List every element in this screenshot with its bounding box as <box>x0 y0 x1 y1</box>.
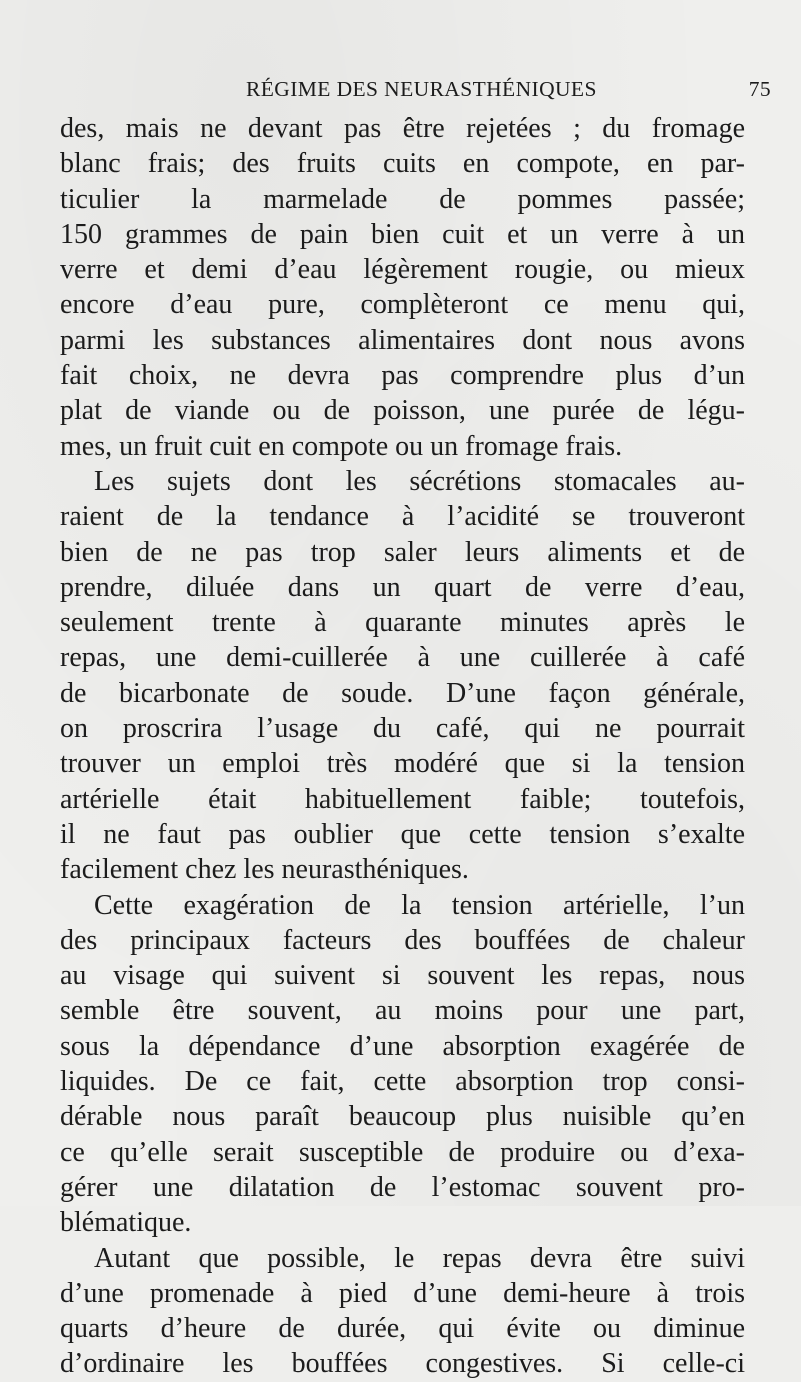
text-line: blématique. <box>60 1207 192 1239</box>
text-line: gérer une dilatation de l’estomac souvent pro- <box>60 1171 745 1203</box>
text-line: raient de la tendance à l’acidité se trouveront <box>60 501 745 533</box>
text-line: au visage qui suivent si souvent les repas, nous <box>60 960 745 992</box>
text-line: 150 grammes de pain bien cuit et un verre à un <box>60 218 745 250</box>
text-line: des, mais ne devant pas être rejetées ; du fromage <box>60 113 745 144</box>
text-line: d’une promenade à pied d’une demi-heure à trois <box>60 1277 745 1309</box>
text-line: liquides. De ce fait, cette absorption trop consi- <box>60 1066 745 1098</box>
text-line: Les sujets dont les sécrétions stomacales au- <box>94 465 745 497</box>
text-line: encore d’eau pure, complèteront ce menu qui, <box>60 289 745 321</box>
text-line: verre et demi d’eau légèrement rougie, ou mieux <box>60 254 745 286</box>
running-head-title: RÉGIME DES NEURASTHÉNIQUES <box>246 77 597 101</box>
text-line: repas, une demi-cuillerée à une cuillerée à café <box>60 642 745 674</box>
body-text <box>60 111 745 1382</box>
text-line: artérielle était habituellement faible; toutefois, <box>60 783 745 815</box>
text-line: dérable nous paraît beaucoup plus nuisible qu’en <box>60 1101 745 1133</box>
text-line: de bicarbonate de soude. D’une façon générale, <box>60 677 745 709</box>
text-line: trouver un emploi très modéré que si la tension <box>60 748 745 780</box>
text-line: blanc frais; des fruits cuits en compote, en par- <box>60 148 745 180</box>
text-line: semble être souvent, au moins pour une part, <box>60 995 745 1027</box>
text-line: Cette exagération de la tension artérielle, l’un <box>94 889 745 921</box>
text-line: prendre, diluée dans un quart de verre d’eau, <box>60 571 745 603</box>
text-line: on proscrira l’usage du café, qui ne pourrait <box>60 713 745 745</box>
text-line: il ne faut pas oublier que cette tension s’exalte <box>60 818 745 850</box>
text-line: ce qu’elle serait susceptible de produire ou d’exa- <box>60 1136 745 1168</box>
text-line: fait choix, ne devra pas comprendre plus d’un <box>60 360 745 392</box>
text-line: sous la dépendance d’une absorption exagérée de <box>60 1030 745 1062</box>
text-line: quarts d’heure de durée, qui évite ou diminue <box>60 1313 745 1345</box>
text-line: facilement chez les neurasthéniques. <box>60 854 469 886</box>
text-line: d’ordinaire les bouffées congestives. Si celle-ci <box>60 1348 745 1380</box>
text-line: des principaux facteurs des bouffées de chaleur <box>60 924 745 956</box>
text-line: parmi les substances alimentaires dont nous avons <box>60 324 745 356</box>
text-line: seulement trente à quarante minutes après le <box>60 607 745 639</box>
page-number: 75 <box>748 77 771 101</box>
text-line: plat de viande ou de poisson, une purée de légu- <box>60 395 745 427</box>
text-line: Autant que possible, le repas devra être suivi <box>94 1242 745 1274</box>
text-line: bien de ne pas trop saler leurs aliments et de <box>60 536 745 568</box>
text-line: ticulier la marmelade de pommes passée; <box>60 183 745 215</box>
running-head <box>246 74 771 104</box>
text-line: mes, un fruit cuit en compote ou un fromage frais. <box>60 430 623 462</box>
